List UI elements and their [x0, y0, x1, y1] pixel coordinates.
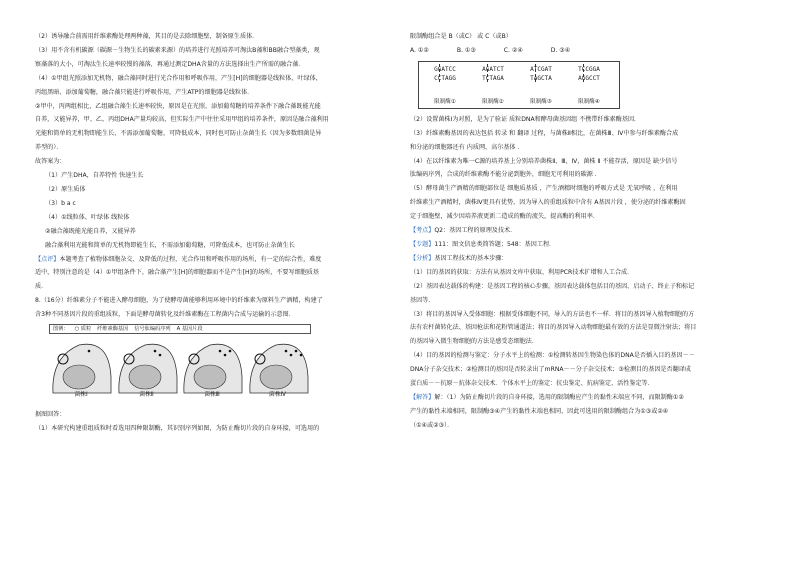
- yeast-cell-drawing: [180, 337, 244, 395]
- analysis-line: 的基因导入微生物细胞的方法是感受态细胞法．: [410, 338, 538, 346]
- yeast-cell-drawing: [115, 337, 179, 395]
- answer-line: （4）在以纤维素为唯一C源的培养基上分别培养菌株Ⅱ、Ⅲ、Ⅳ，菌株 Ⅱ 不能存活，原因是 缺少信号: [410, 157, 678, 165]
- paragraph-line: ②甲中，丙两组相比，乙组融合藻生长速率较快，原因是在光照、添加葡萄糖的培养条件下融合藻既能光能: [35, 102, 321, 110]
- dianping-text: 本题考查了植物体细胞杂交、及降低的过程，光合作用和呼吸作用的场所，有一定的综合性，难度: [59, 255, 322, 263]
- cellulase-dot: [294, 350, 297, 353]
- site-top-strand: TCCGGA: [578, 65, 600, 73]
- option-b: B. ①③: [456, 46, 476, 54]
- strain-panel: [246, 337, 310, 403]
- enzyme-label: 限制酶③: [530, 98, 552, 105]
- analysis-line: 蛋白质－－抗原－抗体杂交技术．个体水平上的鉴定：抗虫鉴定、抗病鉴定、活性鉴定等．: [410, 380, 654, 388]
- strain-panel: [115, 337, 179, 403]
- recognition-site: [569, 65, 609, 83]
- figure-legend: [49, 324, 311, 334]
- nucleus: [194, 365, 226, 389]
- yeast-transformation-figure: [49, 324, 311, 404]
- zhuanti-text: 111：图文信息类简答题；548：基因工程．: [434, 240, 556, 248]
- option-d: D. ③④: [550, 46, 571, 54]
- analysis-line: （3）将目的基因导入受体细胞：根据受体细胞不同，导入的方法也不一样．将目的基因导入植物细胞的方: [410, 310, 695, 318]
- legend-item: A 基因片段: [176, 326, 203, 333]
- cut-mark: [439, 64, 441, 82]
- recognition-site: [521, 65, 561, 83]
- answer-line: （3）纤维素酶基因的表达包括 转录 和 翻译 过程，与菌株Ⅱ相比，在菌株Ⅲ、Ⅳ中参与纤维素酶合成: [410, 129, 679, 137]
- strain-label: 菌株Ⅰ: [74, 392, 88, 399]
- jieda-text: 解：（1）为防止酶切片段的自身环接，选用的限制酶应产生的黏性末端应不同，而限制酶①②: [434, 393, 684, 401]
- analysis-line: （2）基因表达载体的构建：是基因工程的核心步骤，基因表达载体包括目的基因、启动子、终止子和标记: [410, 282, 695, 290]
- kaodian-text: Q2：基因工程的原理及技术．: [434, 227, 517, 235]
- answer-line: 肽编码序列，合成的纤维素酶不能分泌到胞外，细胞无可利用的碳源 ．: [410, 171, 601, 179]
- recognition-site: [425, 65, 465, 83]
- site-top-strand: AGATCT: [482, 65, 504, 73]
- recognition-site: [473, 65, 513, 83]
- solution-line: （①④或②③）．: [410, 421, 454, 429]
- dianping-line: 适中，特别注意的是（4）①甲组条件下，融合藻产生[H]的细胞器而不是产生[H]的场所，不要写细胞质基: [35, 269, 319, 277]
- cellulase-dot: [153, 350, 156, 353]
- answer-line: （5）酵母菌生产酒精的细胞部位是 细胞质基质 ，产生酒精时细胞的呼吸方式是 无氧呼吸 ，在利用: [410, 185, 678, 193]
- cellulase-dot: [229, 350, 232, 353]
- answer-line: （1）产生DHA，自养特性 快速生长: [45, 172, 144, 180]
- answer-line: （3）b a c: [45, 199, 76, 207]
- paragraph-line: 自养，又能异养，甲、乙、丙组DHA产量均较高，但实际生产中往往采用甲组的培养条件，原因是融合藻利用: [35, 116, 329, 124]
- answer-heading: 故答案为：: [35, 158, 66, 166]
- site-bottom-strand: CCTAGG: [434, 74, 456, 82]
- answer-line: ②融合藻既能光能自养，又能异养: [45, 227, 136, 235]
- enzyme-label: 限制酶②: [482, 98, 504, 105]
- paragraph-line: 丙组黑暗、添加葡萄糖，融合藻只能进行呼吸作用，产生ATP的细胞器是线粒体．: [35, 88, 254, 96]
- analysis-line: （1）目的基因的获取：方法有从基因文库中获取、利用PCR技术扩增和人工合成．: [410, 268, 634, 276]
- jieda-tag: 【解答】: [410, 393, 435, 401]
- cut-mark: [487, 64, 489, 82]
- cellulase-dot: [219, 350, 222, 353]
- dianping-line: 质．: [35, 283, 48, 291]
- cellulase-dot: [158, 354, 161, 357]
- restriction-enzyme-figure: [418, 61, 620, 109]
- paragraph-line: 光能和简单的无机物即能生长，不需添加葡萄糖，可降低成本，同时也可防止杂菌生长（因为多数细菌是异: [35, 130, 322, 138]
- cellulase-dot: [289, 354, 292, 357]
- strain-label: 菌株Ⅱ: [139, 392, 154, 399]
- analysis-line: DNA分子杂交技术；②检测目的基因是否转录出了mRNA－－分子杂交技术；③检测目的基因是否翻译成: [410, 366, 691, 374]
- paragraph-line: （3）用不含有机碳源（碳源－生物生长的碳素来源）的培养进行光照培养可淘汰B藻和BB融合型藻类，观: [35, 46, 320, 54]
- legend-item: 图例：: [53, 326, 69, 333]
- right-column: [410, 30, 772, 433]
- enzyme-label: 限制酶④: [578, 98, 600, 105]
- cellulase-dot: [299, 354, 302, 357]
- answer-line: 融合藻利用光能和简单的无机物即能生长，不需添加葡萄糖，可降低成本，也可防止杂菌生长: [45, 241, 295, 249]
- question-line: （1）本研究构建重组质粒时看选用四种限制酶，其识别序列如图，为防止酶切片段的自身环接，可选用的: [35, 424, 320, 432]
- site-bottom-strand: AGGCCT: [578, 74, 600, 82]
- strain-panel: [180, 337, 244, 403]
- paragraph-line: （4）①甲组光照添加无机物，融合藻同时进行光合作用和呼吸作用，产生[H]的细胞器是线粒体、叶绿体，: [35, 74, 322, 82]
- paragraph-line: 养型的）．: [35, 144, 63, 152]
- answer-line: 纤维素生产酒精时，菌株Ⅳ更具有优势，因为导入的重组质粒中含有 A基因片段 ，使分泌的纤维素酶固: [410, 199, 686, 207]
- solution-line: 产生的黏性末端相同，限制酶③④产生的黏性末端也相同，因此可选用的限制酶组合为①③或②④: [410, 407, 669, 415]
- paragraph-line: （2）诱导融合前需用纤维素酶处理两种藻，其目的是去除细胞壁，制备原生质体．: [35, 33, 259, 40]
- legend-item: 纤维素酶基因: [97, 326, 129, 333]
- strain-panel: [49, 337, 113, 403]
- cut-mark: [583, 64, 585, 82]
- site-bottom-strand: TAGCTA: [530, 74, 552, 82]
- analysis-line: 法有农杆菌转化法、基因枪法和花粉管通道法；将目的基因导入动物细胞最有效的方法是显微注射法；将目: [410, 324, 697, 332]
- option-a: A. ①②: [410, 46, 429, 54]
- fenxi-text: 基因工程技术的基本步骤：: [434, 254, 508, 262]
- answer-line: （4）①线粒体、叶绿体 线粒体: [45, 213, 130, 221]
- nucleus: [63, 365, 95, 389]
- question-line: 据图回答：: [35, 411, 66, 419]
- dianping-tag: 【点评】: [35, 255, 60, 263]
- site-top-strand: ATCGAT: [530, 65, 552, 73]
- cellulase-dot: [284, 350, 287, 353]
- question-8-line: 8.（16分）纤维素分子不能进入酵母细胞，为了使酵母菌能够利用环境中的纤维素为原料生产酒精，构建了: [35, 297, 323, 305]
- site-bottom-strand: TCTAGA: [482, 74, 504, 82]
- cellulase-dot: [224, 354, 227, 357]
- fenxi-tag: 【分析】: [410, 254, 435, 262]
- yeast-cell-drawing: [246, 337, 310, 395]
- left-column: [35, 30, 390, 436]
- enzyme-label: 限制酶①: [434, 98, 456, 105]
- answer-line: （2）原生质体: [45, 185, 86, 193]
- legend-item: 信号肽编码序列: [134, 326, 171, 333]
- legend-item: ○ 质粒: [74, 326, 92, 333]
- paragraph-line: 察藻落的大小，可淘汰生长速率较慢的藻落，再通过测定DHA含量的方法选择出生产所需的融合藻．: [35, 60, 305, 68]
- enzyme-combination-line: 限制酶组合是 B（或C） 或 C（或B）: [410, 33, 512, 40]
- cellulase-dot: [88, 350, 91, 353]
- analysis-line: （4）目的基因的检测与鉴定：分子水平上的检测：①检测转基因生物染色体的DNA是否插入目的基因－－: [410, 352, 695, 360]
- site-top-strand: GGATCC: [434, 65, 456, 73]
- nucleus: [129, 365, 161, 389]
- answer-line: （2）设置菌株Ⅰ为对照，是为了验证 质粒DNA和酵母菌基因组 不携带纤维素酶基因．: [410, 115, 641, 123]
- nucleus: [260, 365, 292, 389]
- option-c: C. ②④: [503, 46, 523, 54]
- answer-line: 和分泌的细胞器还有 内质网、高尔基体 ．: [410, 143, 524, 151]
- yeast-cell-drawing: [49, 337, 113, 395]
- analysis-line: 基因等．: [410, 296, 435, 304]
- strain-label: 菌株Ⅳ: [269, 392, 286, 399]
- answer-line: 定于细胞壁，减少因培养液更新二造成的酶的流失，提高酶的利用率．: [410, 213, 599, 221]
- kaodian-tag: 【考点】: [410, 227, 435, 235]
- cut-mark: [535, 64, 537, 82]
- strain-label: 菌株Ⅲ: [204, 392, 220, 399]
- question-8-line: 含3种不同基因片段的重组质粒，下面是酵母菌转化及纤维素酶在工程菌内合成与运输的示意图．: [35, 311, 295, 319]
- choice-options: [410, 44, 772, 58]
- zhuanti-tag: 【专题】: [410, 240, 435, 248]
